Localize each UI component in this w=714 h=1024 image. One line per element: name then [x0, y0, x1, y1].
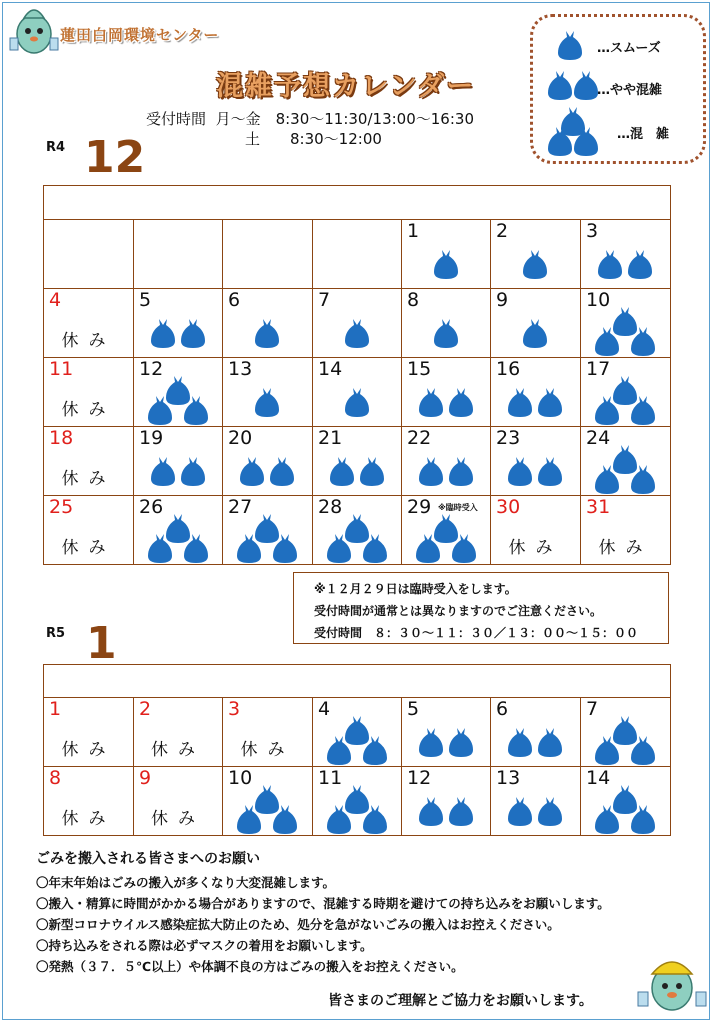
- garbage-bag-icon: [613, 307, 637, 336]
- page-title: 混雑予想カレンダー: [216, 71, 476, 102]
- holiday-label: 休み: [61, 740, 116, 760]
- calendar-day-cell: [402, 767, 491, 836]
- day-number: 1: [407, 220, 420, 242]
- hours-line-1: [146, 108, 474, 129]
- calendar-day-cell: [223, 358, 313, 427]
- calendar-day-cell: [491, 427, 581, 496]
- calendar-day-cell: [44, 427, 134, 496]
- calendar-day-cell: [44, 767, 134, 836]
- garbage-bag-icon: [419, 388, 443, 417]
- december-month: 12: [84, 132, 146, 183]
- congestion-level-1: [402, 220, 491, 288]
- legend-somewhat-label: …やや混雑: [597, 83, 663, 98]
- bag-icon-somewhat: [545, 69, 605, 103]
- day-number: 27: [228, 496, 253, 518]
- garbage-bag-icon: [598, 250, 622, 279]
- congestion-level-1: [313, 289, 402, 357]
- garbage-bag-icon: [419, 728, 443, 757]
- mascot-helmet-icon: [636, 950, 708, 1016]
- garbage-bag-icon: [538, 797, 562, 826]
- day-number: 26: [139, 496, 164, 518]
- calendar-day-cell: [313, 767, 402, 836]
- january-month: 1: [86, 618, 117, 669]
- day-number: 6: [228, 289, 241, 311]
- garbage-bag-icon: [523, 250, 547, 279]
- garbage-bag-icon: [240, 457, 264, 486]
- congestion-level-3: [223, 767, 312, 835]
- january-calendar: [43, 664, 671, 836]
- holiday-label: 休み: [151, 809, 205, 829]
- calendar-day-cell: [402, 698, 491, 767]
- bag-icon-crowded: [545, 105, 605, 157]
- garbage-bag-icon: [508, 457, 532, 486]
- garbage-bag-icon: [523, 319, 547, 348]
- calendar-day-cell: [223, 698, 313, 767]
- day-number: 7: [586, 698, 599, 720]
- calendar-day-cell: [581, 698, 671, 767]
- day-number: 20: [228, 427, 253, 449]
- day-number: 13: [496, 767, 521, 789]
- day-number: 11: [318, 767, 343, 789]
- calendar-empty-cell: [223, 220, 313, 289]
- garbage-bag-icon: [345, 785, 369, 814]
- day-number: 4: [318, 698, 331, 720]
- calendar-day-cell: [223, 427, 313, 496]
- notice-line-3: 受付時間 ８：３０～１１：３０／１３：００～１５：００: [314, 626, 639, 640]
- day-number: 21: [318, 427, 343, 449]
- day-number: 10: [228, 767, 253, 789]
- congestion-level-3: [581, 289, 670, 357]
- day-number: 3: [586, 220, 599, 242]
- day-number: 15: [407, 358, 432, 380]
- day-number: 14: [318, 358, 343, 380]
- calendar-day-cell: [402, 427, 491, 496]
- day-number: 14: [586, 767, 611, 789]
- congestion-level-3: [134, 358, 223, 426]
- garbage-bag-icon: [166, 376, 190, 405]
- day-number: 12: [407, 767, 432, 789]
- congestion-level-3: [581, 767, 670, 835]
- calendar-day-cell: [491, 698, 581, 767]
- notice-line-1: ※１２月２９日は臨時受入をします。: [314, 582, 517, 596]
- congestion-level-2: [223, 427, 312, 495]
- calendar-day-cell: [491, 220, 581, 289]
- january-era: R5: [46, 626, 66, 641]
- day-number: 9: [496, 289, 509, 311]
- congestion-level-2: [491, 698, 580, 766]
- holiday-label: 休み: [61, 538, 116, 558]
- calendar-day-cell: [491, 496, 581, 565]
- congestion-level-1: [223, 358, 312, 426]
- calendar-day-cell: [44, 289, 134, 358]
- day-number: 30: [496, 496, 521, 518]
- day-number: 8: [407, 289, 420, 311]
- calendar-day-cell: [491, 289, 581, 358]
- garbage-bag-icon: [449, 728, 473, 757]
- garbage-bag-icon: [449, 388, 473, 417]
- holiday-label: 休み: [508, 538, 563, 558]
- garbage-bag-icon: [434, 514, 458, 543]
- hours-line-2: 土 8:30～12:00: [245, 130, 382, 148]
- day-number: 12: [139, 358, 164, 380]
- holiday-label: 休み: [61, 469, 116, 489]
- day-number: 3: [228, 698, 241, 720]
- garbage-bag-icon: [345, 388, 369, 417]
- congestion-level-2: [402, 698, 491, 766]
- congestion-level-3: [223, 496, 312, 564]
- calendar-day-cell: [223, 289, 313, 358]
- congestion-level-2: [402, 427, 491, 495]
- congestion-level-2: [491, 358, 580, 426]
- calendar-day-cell: [134, 698, 223, 767]
- calendar-day-cell: [134, 767, 223, 836]
- day-number: 5: [407, 698, 420, 720]
- garbage-bag-icon: [181, 457, 205, 486]
- hours-label: 受付時間: [146, 110, 207, 128]
- calendar-day-cell: [134, 289, 223, 358]
- holiday-label: 休み: [598, 538, 653, 558]
- request-item: 〇搬入・精算に時間がかかる場合がありますので、混雑する時期を避けての持ち込みをお願いします。: [36, 896, 610, 911]
- day-number: 22: [407, 427, 432, 449]
- day-number: 24: [586, 427, 611, 449]
- congestion-level-3: [313, 698, 402, 766]
- calendar-day-cell: [134, 496, 223, 565]
- garbage-bag-icon: [434, 319, 458, 348]
- garbage-bag-icon: [628, 250, 652, 279]
- day-number: 23: [496, 427, 521, 449]
- garbage-bag-icon: [345, 716, 369, 745]
- garbage-bag-icon: [330, 457, 354, 486]
- calendar-day-cell: [581, 427, 671, 496]
- garbage-bag-icon: [166, 514, 190, 543]
- day-number: 6: [496, 698, 509, 720]
- calendar-day-cell: [313, 289, 402, 358]
- congestion-level-2: [134, 289, 223, 357]
- congestion-level-2: [402, 358, 491, 426]
- congestion-level-3: [581, 358, 670, 426]
- day-number: 17: [586, 358, 611, 380]
- day-number: 5: [139, 289, 152, 311]
- temporary-acceptance-note: ※臨時受入: [438, 503, 478, 512]
- holiday-label: 休み: [61, 400, 116, 420]
- garbage-bag-icon: [508, 728, 532, 757]
- december-era: R4: [46, 140, 66, 155]
- holiday-label: 休み: [61, 331, 116, 351]
- calendar-day-cell: [44, 698, 134, 767]
- congestion-level-3: [313, 496, 402, 564]
- congestion-level-3: [134, 496, 223, 564]
- congestion-level-2: [581, 220, 670, 288]
- day-number: 31: [586, 496, 611, 518]
- temporary-notice: [293, 572, 669, 644]
- calendar-day-cell: [491, 767, 581, 836]
- day-number: 2: [496, 220, 509, 242]
- garbage-bag-icon: [151, 319, 175, 348]
- garbage-bag-icon: [255, 785, 279, 814]
- garbage-bag-icon: [434, 250, 458, 279]
- garbage-bag-icon: [613, 376, 637, 405]
- calendar-day-cell: [134, 358, 223, 427]
- day-number: 11: [49, 358, 74, 380]
- garbage-bag-icon: [449, 457, 473, 486]
- requests-list: [36, 872, 706, 977]
- calendar-day-cell: [402, 496, 491, 565]
- day-number: 9: [139, 767, 152, 789]
- requests-title: ごみを搬入される皆さまへのお願い: [36, 851, 260, 867]
- day-number: 2: [139, 698, 152, 720]
- legend-smooth-label: …スムーズ: [597, 41, 661, 56]
- calendar-empty-cell: [44, 220, 134, 289]
- garbage-bag-icon: [270, 457, 294, 486]
- day-number: 28: [318, 496, 343, 518]
- calendar-empty-cell: [134, 220, 223, 289]
- garbage-bag-icon: [181, 319, 205, 348]
- congestion-level-3: [581, 427, 670, 495]
- request-item: 〇新型コロナウイルス感染症拡大防止のため、処分を急がないごみの搬入はお控えください。: [36, 917, 560, 932]
- request-item: 〇年末年始はごみの搬入が多くなり大変混雑します。: [36, 875, 336, 890]
- calendar-day-cell: [313, 496, 402, 565]
- congestion-level-1: [402, 289, 491, 357]
- day-number: 8: [49, 767, 62, 789]
- garbage-bag-icon: [613, 445, 637, 474]
- garbage-bag-icon: [360, 457, 384, 486]
- calendar-day-cell: [581, 496, 671, 565]
- notice-line-2: 受付時間が通常とは異なりますのでご注意ください。: [314, 604, 603, 618]
- congestion-level-1: [223, 289, 312, 357]
- day-number: 10: [586, 289, 611, 311]
- calendar-day-cell: [402, 358, 491, 427]
- garbage-bag-icon: [345, 514, 369, 543]
- holiday-label: 休み: [240, 740, 295, 760]
- calendar-day-cell: [223, 767, 313, 836]
- calendar-empty-cell: [313, 220, 402, 289]
- legend-crowded-label: …混 雑: [617, 127, 670, 142]
- calendar-day-cell: [134, 427, 223, 496]
- calendar-day-cell: [313, 698, 402, 767]
- congestion-level-2: [491, 767, 580, 835]
- garbage-bag-icon: [613, 716, 637, 745]
- calendar-day-cell: [44, 496, 134, 565]
- calendar-day-cell: [581, 289, 671, 358]
- calendar-day-cell: [402, 220, 491, 289]
- day-number: 4: [49, 289, 62, 311]
- day-number: 16: [496, 358, 521, 380]
- congestion-level-2: [491, 427, 580, 495]
- request-item: 〇持ち込みをされる際は必ずマスクの着用をお願いします。: [36, 938, 373, 953]
- calendar-header-row: [44, 186, 671, 220]
- calendar-day-cell: [44, 358, 134, 427]
- holiday-label: 休み: [151, 740, 205, 760]
- garbage-bag-icon: [508, 388, 532, 417]
- congestion-level-2: [402, 767, 491, 835]
- hours-weekday: 月～金 8:30～11:30/13:00～16:30: [215, 110, 474, 128]
- garbage-bag-icon: [419, 797, 443, 826]
- garbage-bag-icon: [613, 785, 637, 814]
- garbage-bag-icon: [419, 457, 443, 486]
- calendar-day-cell: [313, 358, 402, 427]
- closing-message: 皆さまのご理解とご協力をお願いします。: [328, 993, 593, 1009]
- day-number: 19: [139, 427, 164, 449]
- holiday-label: 休み: [61, 809, 116, 829]
- congestion-level-1: [491, 220, 580, 288]
- garbage-bag-icon: [449, 797, 473, 826]
- legend: [530, 14, 706, 164]
- garbage-bag-icon: [508, 797, 532, 826]
- garbage-bag-icon: [345, 319, 369, 348]
- december-calendar: [43, 185, 671, 565]
- calendar-day-cell: [223, 496, 313, 565]
- calendar-day-cell: [581, 767, 671, 836]
- congestion-level-1: [491, 289, 580, 357]
- calendar-day-cell: [581, 220, 671, 289]
- garbage-bag-icon: [538, 388, 562, 417]
- mascot-icon: [6, 4, 62, 56]
- day-number: 29: [407, 496, 432, 518]
- garbage-bag-icon: [255, 388, 279, 417]
- calendar-day-cell: [491, 358, 581, 427]
- day-number: 7: [318, 289, 331, 311]
- garbage-bag-icon: [538, 457, 562, 486]
- calendar-day-cell: [313, 427, 402, 496]
- facility-name: 蓮田白岡環境センター: [60, 26, 220, 44]
- garbage-bag-icon: [538, 728, 562, 757]
- congestion-level-2: [313, 427, 402, 495]
- calendar-header-row: [44, 665, 671, 698]
- congestion-level-3: [581, 698, 670, 766]
- day-number: 25: [49, 496, 74, 518]
- day-number: 1: [49, 698, 62, 720]
- calendar-day-cell: [581, 358, 671, 427]
- garbage-bag-icon: [151, 457, 175, 486]
- bag-icon-smooth: [555, 29, 585, 63]
- garbage-bag-icon: [255, 514, 279, 543]
- day-number: 18: [49, 427, 74, 449]
- congestion-level-1: [313, 358, 402, 426]
- request-item: 〇発熱（３７．５℃以上）や体調不良の方はごみの搬入をお控えください。: [36, 959, 464, 974]
- garbage-bag-icon: [255, 319, 279, 348]
- congestion-level-3: [313, 767, 402, 835]
- congestion-level-2: [134, 427, 223, 495]
- calendar-day-cell: [402, 289, 491, 358]
- day-number: 13: [228, 358, 253, 380]
